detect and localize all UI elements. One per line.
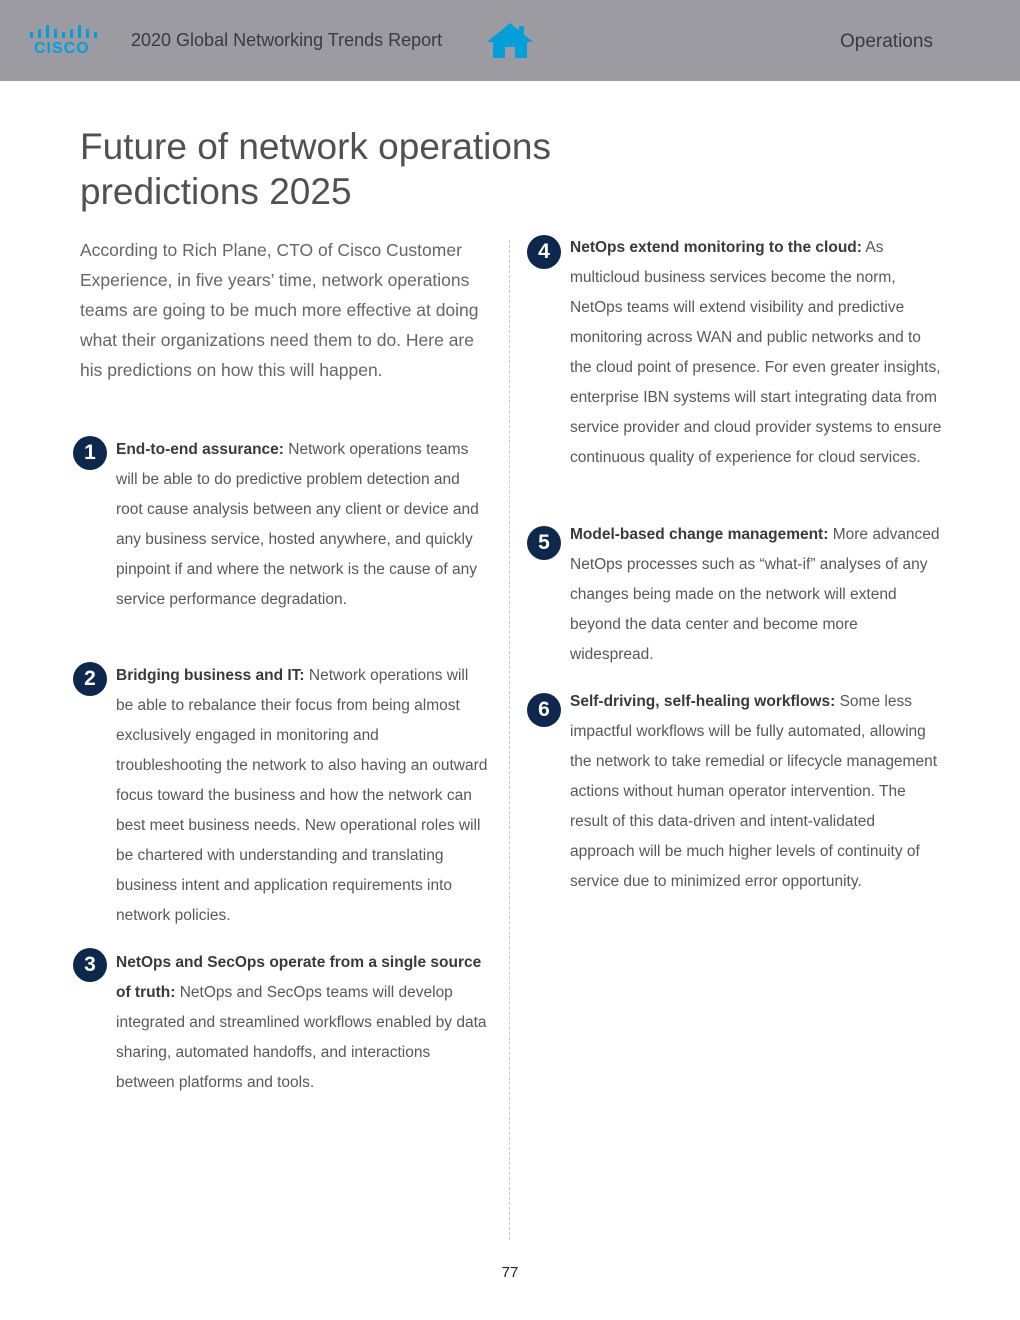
column-divider (509, 240, 510, 1240)
section-label: Operations (840, 31, 933, 52)
prediction-body: As multicloud business services become the norm, NetOps teams will extend visibility and predictive monitoring across WAN and public networks and to the cloud point of presence. For even greater insights, enterprise IBN systems will start integrating data from service provider and cloud provider systems to ensure continuous quality of experience for cloud services. (570, 239, 942, 466)
number-badge: 3 (73, 948, 107, 982)
number-badge: 4 (527, 235, 561, 269)
number-badge: 1 (73, 436, 107, 470)
prediction-text (116, 435, 486, 615)
home-icon[interactable] (485, 22, 535, 59)
number-badge: 5 (527, 526, 561, 560)
prediction-text (116, 948, 488, 1098)
page-title-line-2: predictions 2025 (80, 171, 352, 212)
prediction-text (116, 661, 488, 931)
prediction-title: Bridging business and IT: (116, 667, 305, 684)
prediction-title: Self-driving, self-healing workflows: (570, 693, 836, 710)
prediction-text (570, 233, 942, 473)
page-number: 77 (501, 1264, 519, 1281)
prediction-title: NetOps and SecOps operate from a single source of truth: (116, 954, 482, 1001)
prediction-body: NetOps and SecOps teams will develop integrated and streamlined workflows enabled by data sharing, automated handoffs, and interactions between platforms and tools. (116, 984, 487, 1091)
intro-paragraph: According to Rich Plane, CTO of Cisco Customer Experience, in five years’ time, network operations teams are going to be much more effective at doing what their organizations need them to do. Here are his predictions on how this will happen. (80, 240, 479, 380)
prediction-title: End-to-end assurance: (116, 441, 284, 458)
prediction-text (570, 520, 942, 670)
page-title-line-1: Future of network operations (80, 126, 551, 167)
prediction-body: Network operations will be able to rebalance their focus from being almost exclusively engaged in monitoring and troubleshooting the network to also having an outward focus toward the business and how the network can best meet business needs. New operational roles will be chartered with understanding and translating business intent and application requirements into network policies. (116, 667, 488, 924)
logo-wordmark: CISCO (34, 40, 90, 57)
number-badge: 6 (527, 693, 561, 727)
number-badge: 2 (73, 662, 107, 696)
prediction-body: More advanced NetOps processes such as “what-if” analyses of any changes being made on the network will extend beyond the data center and become more widespread. (570, 526, 940, 663)
prediction-title: NetOps extend monitoring to the cloud: (570, 239, 862, 256)
prediction-body: Some less impactful workflows will be fully automated, allowing the network to take remedial or lifecycle management actions without human operator intervention. The result of this data-driven and intent-validated approach will be much higher levels of continuity of service due to minimized error opportunity. (570, 693, 938, 890)
page-header (0, 0, 1020, 81)
prediction-text (570, 687, 942, 897)
prediction-title: Model-based change management: (570, 526, 829, 543)
report-title: 2020 Global Networking Trends Report (131, 30, 443, 50)
prediction-body: Network operations teams will be able to do predictive problem detection and root cause analysis between any client or device and any business service, hosted anywhere, and quickly pinpoint if and where the network is the cause of any service performance degradation. (116, 441, 479, 608)
page-title (80, 124, 640, 214)
